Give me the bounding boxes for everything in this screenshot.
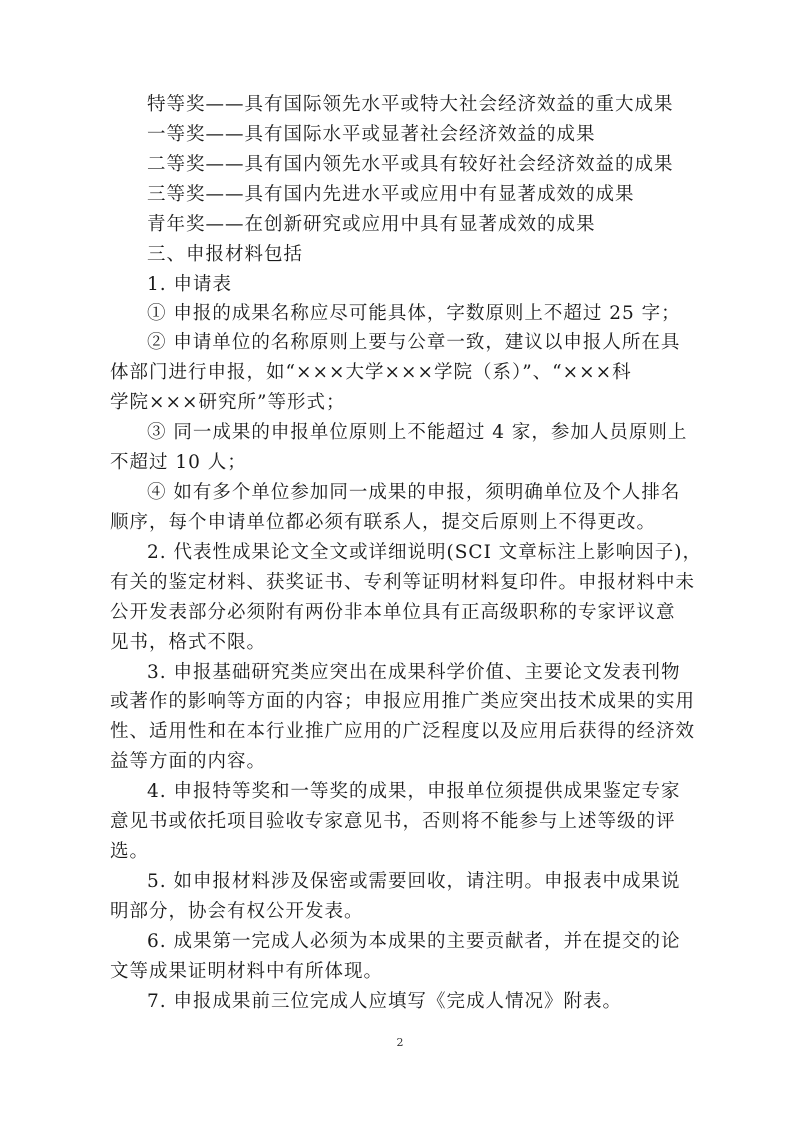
item6-line: 6. 成果第一完成人必须为本成果的主要贡献者，并在提交的论 <box>147 930 681 952</box>
item1-sub2-line: 学院×××研究所”等形式； <box>110 392 346 414</box>
item6-line: 文等成果证明材料中有所体现。 <box>110 960 384 982</box>
item3-line: 益等方面的内容。 <box>110 751 267 773</box>
item1-sub3-line: ③ 同一成果的申报单位原则上不能超过 4 家，参加人员原则上 <box>147 422 688 444</box>
award-first: 一等奖——具有国际水平或显著社会经济效益的成果 <box>147 123 596 145</box>
section-heading: 三、申报材料包括 <box>147 243 304 265</box>
item1-sub2-line: ② 申请单位的名称原则上要与公章一致，建议以申报人所在具 <box>147 332 681 354</box>
item3-line: 或著作的影响等方面的内容；申报应用推广类应突出技术成果的实用 <box>110 691 696 713</box>
item1-sub4-line: ④ 如有多个单位参加同一成果的申报，须明确单位及个人排名 <box>147 482 681 504</box>
award-youth: 青年奖——在创新研究或应用中具有显著成效的成果 <box>147 213 596 235</box>
item1-sub1-line: ① 申报的成果名称应尽可能具体，字数原则上不超过 25 字； <box>147 302 681 324</box>
item3-line: 3. 申报基础研究类应突出在成果科学价值、主要论文发表刊物 <box>147 661 681 683</box>
item1-sub4-line: 顺序，每个申请单位都必须有联系人，提交后原则上不得更改。 <box>110 511 657 533</box>
item5-line: 5. 如申报材料涉及保密或需要回收，请注明。申报表中成果说 <box>147 870 681 892</box>
item2-line: 2. 代表性成果论文全文或详细说明(SCI 文章标注上影响因子)， <box>147 541 702 563</box>
award-second: 二等奖——具有国内领先水平或具有较好社会经济效益的成果 <box>147 153 674 175</box>
item1-sub3-line: 不超过 10 人； <box>110 452 247 474</box>
item2-line: 有关的鉴定材料、获奖证书、专利等证明材料复印件。申报材料中未 <box>110 571 696 593</box>
item5-line: 明部分，协会有权公开发表。 <box>110 900 364 922</box>
award-third: 三等奖——具有国内先进水平或应用中有显著成效的成果 <box>147 183 635 205</box>
item1-sub2-line: 体部门进行申报，如“×××大学×××学院（系）”、“×××科 <box>110 362 632 384</box>
item7-line: 7. 申报成果前三位完成人应填写《完成人情况》附表。 <box>147 990 623 1012</box>
item4-line: 选。 <box>110 841 150 863</box>
page-number: 2 <box>396 1036 404 1049</box>
item2-line: 见书，格式不限。 <box>110 631 267 653</box>
item1-title: 1. 申请表 <box>147 273 233 295</box>
item4-line: 4. 申报特等奖和一等奖的成果，申报单位须提供成果鉴定专家 <box>147 781 681 803</box>
award-special: 特等奖——具有国际领先水平或特大社会经济效益的重大成果 <box>147 94 674 115</box>
item4-line: 意见书或依托项目验收专家意见书，否则将不能参与上述等级的评 <box>110 811 676 833</box>
item3-line: 性、适用性和在本行业推广应用的广泛程度以及应用后获得的经济效 <box>110 721 696 743</box>
item2-line: 公开发表部分必须附有两份非本单位具有正高级职称的专家评议意 <box>110 601 676 623</box>
